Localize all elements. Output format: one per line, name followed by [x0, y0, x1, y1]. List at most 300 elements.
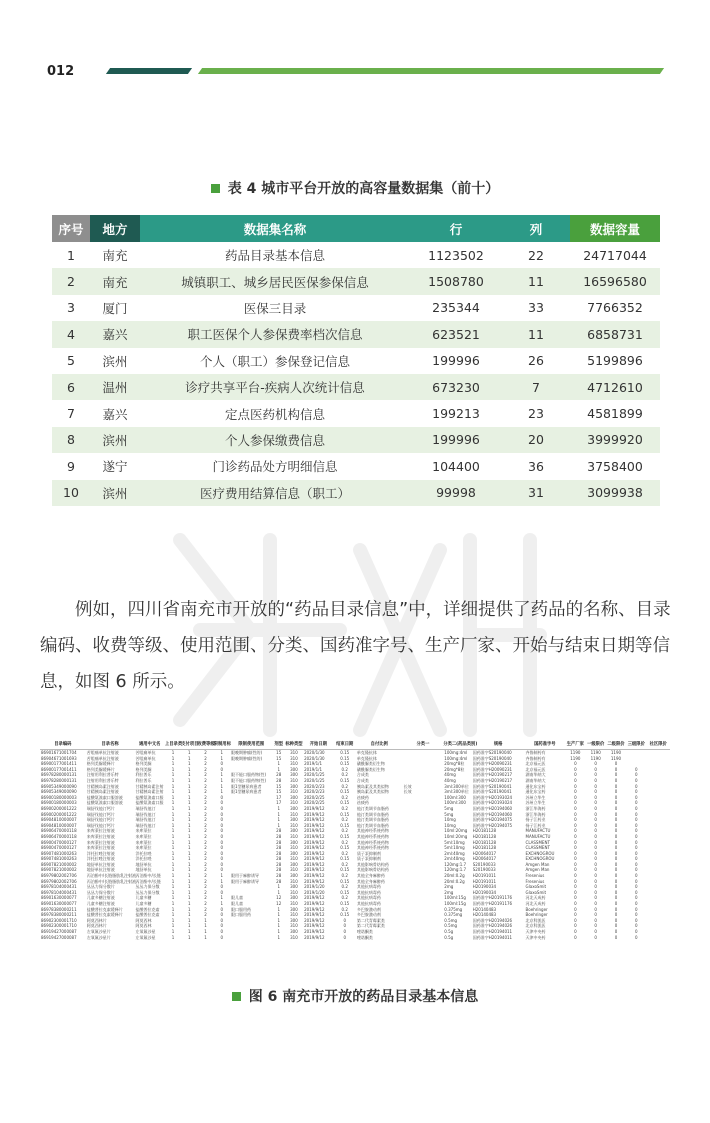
spreadsheet-cell: 0 — [220, 817, 224, 823]
spreadsheet-cell: 1 — [171, 805, 175, 811]
spreadsheet-cell: 1 — [171, 845, 175, 851]
cell-columns: 31 — [502, 480, 570, 506]
spreadsheet-cell: 300 — [290, 805, 298, 811]
spreadsheet-cell: 苦咀痛单抗注射液 — [86, 755, 119, 761]
spreadsheet-cell: 1190 — [570, 755, 581, 761]
spreadsheet-cell: 扬子江药业 — [525, 817, 546, 823]
spreadsheet-cell: 0 — [635, 912, 638, 918]
spreadsheet-cell: 0 — [574, 845, 577, 851]
spreadsheet-cell: 1 — [277, 929, 280, 934]
spreadsheet-cell: 阿莫西林 — [135, 923, 152, 929]
spreadsheet-cell: 0 — [594, 929, 597, 934]
spreadsheet-cell: 磺酰脲类衍生物 — [356, 766, 385, 772]
spreadsheet-cell: 0 — [635, 805, 638, 811]
cell-index: 9 — [52, 453, 90, 479]
spreadsheet-header-cell: 国药准字号 — [525, 740, 566, 750]
spreadsheet-cell: 0 — [594, 906, 597, 912]
spreadsheet-cell: 1 — [277, 923, 280, 929]
spreadsheet-cell: 国药准字H20194075 — [472, 822, 513, 828]
spreadsheet-cell: 丛丛力保分散片 — [86, 884, 115, 890]
spreadsheet-cell: 2019/9/12 — [304, 867, 325, 873]
spreadsheet-cell: 0 — [594, 805, 597, 811]
spreadsheet-cell: 1 — [188, 789, 191, 795]
spreadsheet-cell: 0.2 — [341, 766, 348, 772]
spreadsheet-cell: 86979802002706 — [41, 878, 77, 884]
spreadsheet-cell: 310 — [290, 934, 298, 940]
spreadsheet-cell: 1 — [277, 912, 280, 918]
spreadsheet-cell: 0 — [614, 822, 618, 828]
spreadsheet-cell: 儿童多糖 — [135, 901, 152, 907]
spreadsheet-cell: 10ml:20mg — [444, 833, 468, 839]
spreadsheet-cell: 300 — [290, 839, 298, 845]
spreadsheet-cell: 2020/2/25 — [304, 794, 325, 800]
spreadsheet-cell: 10mg — [444, 822, 456, 828]
spreadsheet-cell: 3ml:300单位 — [444, 789, 469, 795]
spreadsheet-cell: 0 — [635, 884, 638, 890]
spreadsheet-cell: 国药准字H20191176 — [472, 895, 513, 901]
spreadsheet-cell: 2019/1/1 — [304, 766, 323, 772]
spreadsheet-cell: 310 — [290, 789, 298, 795]
spreadsheet-cell: 120mg:1.7 — [444, 867, 467, 873]
spreadsheet-cell: 河北天成药 — [525, 901, 546, 907]
spreadsheet-cell: 1 — [204, 917, 207, 923]
spreadsheet-cell: EXCHNOGROU — [525, 850, 555, 856]
spreadsheet-cell: 2 — [204, 901, 207, 907]
cell-dataset-name: 医保三目录 — [140, 295, 410, 321]
spreadsheet-cell: 1 — [220, 878, 224, 884]
spreadsheet-cell: 0 — [614, 794, 618, 800]
spreadsheet-cell: 1 — [277, 906, 280, 912]
cell-index: 7 — [52, 400, 90, 426]
spreadsheet-cell: H20181128 — [472, 828, 497, 834]
spreadsheet-cell: 28 — [276, 867, 282, 873]
spreadsheet-cell: 儿童多糖 — [135, 895, 152, 901]
spreadsheet-cell: 质子泵抑制剂 — [356, 850, 381, 856]
spreadsheet-cell: 28 — [276, 833, 282, 839]
spreadsheet-cell: 0 — [594, 783, 597, 789]
spreadsheet-cell: 1 — [188, 783, 191, 789]
spreadsheet-cell: 国药准字S20190041 — [472, 783, 512, 789]
spreadsheet-cell: 质子泵抑制剂 — [356, 856, 381, 862]
spreadsheet-cell: 第二代青霉素类 — [356, 917, 385, 923]
spreadsheet-header-row — [40, 740, 670, 750]
spreadsheet-cell: 0 — [220, 923, 224, 929]
spreadsheet-cell: 1 — [220, 873, 224, 879]
spreadsheet-cell: 86979802002706 — [41, 873, 77, 879]
spreadsheet-cell: 0.15 — [340, 878, 350, 884]
spreadsheet-cell: 1 — [220, 750, 224, 755]
spreadsheet-cell: 1 — [188, 845, 191, 851]
spreadsheet-cell: 0 — [614, 761, 618, 767]
cell-index: 5 — [52, 348, 90, 374]
spreadsheet-cell: 0.2 — [341, 817, 348, 823]
spreadsheet-cell: 国药准字H20190217 — [472, 772, 513, 778]
spreadsheet-cell: 0 — [220, 906, 224, 912]
spreadsheet-cell: 0 — [574, 929, 577, 934]
figure-caption — [0, 986, 710, 1006]
cell-region: 南充 — [90, 268, 140, 294]
spreadsheet-cell: 国药准字H20191176 — [472, 901, 513, 907]
spreadsheet-cell: 0 — [635, 889, 638, 895]
spreadsheet-cell: 0 — [343, 929, 346, 934]
spreadsheet-cell: 0.15 — [340, 912, 350, 918]
spreadsheet-cell: 丙泊酚中/长链脂肪乳注射液 — [86, 873, 137, 879]
spreadsheet-cell: 1 — [171, 794, 175, 800]
table-row — [52, 268, 660, 294]
spreadsheet-cell: 泮托拉唑 — [135, 856, 152, 862]
cell-columns: 26 — [502, 348, 570, 374]
spreadsheet-cell: 15 — [276, 783, 282, 789]
spreadsheet-cell: 2020/2/23 — [304, 783, 325, 789]
spreadsheet-cell: 28 — [276, 845, 282, 851]
spreadsheet-cell: 1 — [220, 895, 224, 901]
spreadsheet-cell: 1190 — [590, 755, 601, 761]
spreadsheet-screenshot — [40, 740, 670, 970]
spreadsheet-cell: 喹诺酮类 — [356, 934, 373, 940]
spreadsheet-cell: 左氧氟沙星 — [135, 929, 156, 934]
spreadsheet-cell: 瑞舒伐他汀 — [135, 822, 156, 828]
spreadsheet-cell: 甘精胰岛素注射 — [135, 783, 164, 789]
cell-columns: 20 — [502, 427, 570, 453]
spreadsheet-cell: 湖南华纳大 — [525, 777, 546, 783]
spreadsheet-cell: Amgen Man — [525, 867, 550, 873]
spreadsheet-cell: 注射用利拉普乐特 — [86, 777, 119, 783]
spreadsheet-cell: 1 — [188, 912, 191, 918]
cell-dataset-name: 城镇职工、城乡居民医保参保信息 — [140, 268, 410, 294]
cell-rows: 235344 — [410, 295, 502, 321]
cell-volume: 5199896 — [570, 348, 660, 374]
spreadsheet-cell: 0 — [574, 822, 577, 828]
spreadsheet-cell: 多巴胺激动剂 — [356, 906, 381, 912]
spreadsheet-cell: 0 — [574, 884, 577, 890]
spreadsheet-cell: 0 — [614, 766, 618, 772]
spreadsheet-cell: 310 — [290, 761, 298, 767]
spreadsheet-cell: 10mg — [444, 817, 456, 823]
spreadsheet-cell: 祛痰药 — [356, 794, 369, 800]
spreadsheet-cell: 86904810000007 — [41, 822, 77, 828]
spreadsheet-cell: 1 — [277, 917, 280, 923]
spreadsheet-cell: 盐酸氨溴索口服 — [135, 800, 164, 806]
spreadsheet-cell: 限口服用药 — [230, 906, 251, 912]
spreadsheet-cell: 0 — [594, 917, 597, 923]
spreadsheet-cell: 0 — [220, 861, 224, 867]
cell-index: 1 — [52, 242, 90, 268]
spreadsheet-cell: 86978380000211 — [41, 912, 77, 918]
spreadsheet-cell: 0 — [594, 845, 597, 851]
spreadsheet-cell: 2 — [204, 800, 207, 806]
spreadsheet-cell: 1 — [171, 901, 175, 907]
spreadsheet-cell: 他汀类调节血脂药 — [356, 817, 389, 823]
spreadsheet-cell: 丛丛力保分散 — [135, 884, 160, 890]
spreadsheet-cell: 盐酸氨溴索口服溶液 — [86, 800, 123, 806]
spreadsheet-cell: 国药准字S20190040 — [472, 755, 512, 761]
spreadsheet-cell: 0 — [614, 906, 618, 912]
spreadsheet-cell: 1 — [188, 761, 191, 767]
spreadsheet-cell: H20140483 — [472, 912, 497, 918]
spreadsheet-cell: 0 — [614, 828, 618, 834]
spreadsheet-cell: 2 — [204, 884, 207, 890]
spreadsheet-cell: 0 — [614, 861, 618, 867]
spreadsheet-cell: 86978280000131 — [41, 772, 77, 778]
spreadsheet-cell: 0 — [574, 850, 577, 856]
spreadsheet-cell: 丙泊酚中/长链 — [135, 878, 161, 884]
spreadsheet-cell: Fresenius — [525, 878, 545, 884]
spreadsheet-cell: 1 — [171, 822, 175, 828]
spreadsheet-cell: 0.375mg — [444, 906, 463, 912]
spreadsheet-cell: 国药准字H20090231 — [472, 761, 513, 767]
spreadsheet-cell: 国药准字H20194060 — [472, 811, 513, 817]
spreadsheet-cell: 0 — [220, 761, 224, 767]
table-title-text: 表 4 城市平台开放的高容量数据集（前十） — [227, 181, 500, 197]
spreadsheet-cell: 2019/9/12 — [304, 828, 325, 834]
spreadsheet-cell: 1 — [171, 895, 175, 901]
spreadsheet-cell: 1 — [171, 917, 175, 923]
spreadsheet-cell: 0 — [574, 873, 577, 879]
spreadsheet-cell: 17 — [276, 800, 282, 806]
spreadsheet-cell: 泮托拉唑 — [135, 850, 152, 856]
spreadsheet-cell: 0 — [594, 817, 597, 823]
spreadsheet-cell: 单克隆抗体 — [356, 755, 377, 761]
spreadsheet-cell: 0 — [594, 884, 597, 890]
table-row — [52, 400, 660, 426]
spreadsheet-cell: 0 — [594, 822, 597, 828]
spreadsheet-cell: 2 — [204, 861, 207, 867]
spreadsheet-cell: 2 — [204, 873, 207, 879]
spreadsheet-cell: 0 — [635, 783, 638, 789]
spreadsheet-cell: 0 — [594, 878, 597, 884]
spreadsheet-cell: 2 — [204, 828, 207, 834]
spreadsheet-cell: 磺酰脲类衍生物 — [356, 761, 385, 767]
spreadsheet-cell: 甘精胰岛素注射液 — [86, 783, 119, 789]
spreadsheet-cell: 0 — [574, 817, 577, 823]
spreadsheet-cell: 北京福元医 — [525, 761, 546, 767]
spreadsheet-cell: 300 — [290, 850, 298, 856]
spreadsheet-cell: 1 — [188, 856, 191, 862]
table-row — [52, 453, 660, 479]
spreadsheet-cell: 1 — [188, 833, 191, 839]
spreadsheet-cell: 0 — [614, 805, 618, 811]
spreadsheet-cell: 北京科凯医 — [525, 923, 546, 929]
spreadsheet-cell: 0 — [220, 929, 224, 934]
spreadsheet-cell: H20190034 — [472, 884, 497, 890]
spreadsheet-cell: 0 — [220, 856, 224, 862]
spreadsheet-cell: 0 — [594, 828, 597, 834]
spreadsheet-cell: 300 — [290, 895, 298, 901]
spreadsheet-cell: 2019/9/12 — [304, 850, 325, 856]
spreadsheet-cell: 0 — [635, 845, 638, 851]
spreadsheet-cell — [230, 935, 273, 941]
spreadsheet-cell: 来库莱拉注射液 — [86, 828, 115, 834]
spreadsheet-cell: 0 — [574, 895, 577, 901]
spreadsheet-cell: 0 — [594, 861, 597, 867]
spreadsheet-cell: 1 — [171, 800, 175, 806]
spreadsheet-cell: 0.15 — [340, 761, 350, 767]
spreadsheet-cell: 来库莱拉注射液 — [86, 845, 115, 851]
spreadsheet-cell: 2019/9/12 — [304, 923, 325, 929]
spreadsheet-cell: 28 — [276, 856, 282, 862]
cell-region: 遂宁 — [90, 453, 140, 479]
spreadsheet-cell: 0 — [635, 839, 638, 845]
spreadsheet-cell: 格列美脲 — [135, 761, 152, 767]
spreadsheet-cell: 2019/1/20 — [304, 889, 325, 895]
spreadsheet-cell: 300 — [290, 794, 298, 800]
spreadsheet-cell: 0.2 — [341, 906, 348, 912]
spreadsheet-cell: 86900177001411 — [41, 766, 77, 772]
spreadsheet-cell: 其他影响骨结构药 — [356, 861, 389, 867]
spreadsheet-cell: 0 — [574, 833, 577, 839]
spreadsheet-cell: 1 — [277, 761, 280, 767]
spreadsheet-cell: 0.2 — [341, 884, 348, 890]
spreadsheet-cell: 20ml:0.2g — [444, 873, 465, 879]
spreadsheet-cell: 齐鲁制药有 — [525, 755, 546, 761]
spreadsheet-cell: 限晚期肿瘤(性的) — [230, 750, 263, 755]
spreadsheet-cell: 310 — [290, 755, 298, 761]
spreadsheet-cell: 齐鲁制药有 — [525, 750, 546, 755]
spreadsheet-cell: 瑞舒伐他汀 — [135, 811, 156, 817]
spreadsheet-header-cell: 上目录类 — [165, 740, 181, 750]
spreadsheet-cell: 86978104000431 — [41, 889, 77, 895]
spreadsheet-cell: 0 — [614, 884, 618, 890]
cell-dataset-name: 医疗费用结算信息（职工） — [140, 480, 410, 506]
spreadsheet-cell: 0.5mg — [444, 923, 458, 929]
spreadsheet-cell: 国药准字H20193024 — [472, 794, 513, 800]
spreadsheet-cell: 1 — [188, 811, 191, 817]
spreadsheet-cell: 1 — [188, 861, 191, 867]
table-title — [0, 178, 710, 198]
cell-index: 2 — [52, 268, 90, 294]
spreadsheet-cell: 1 — [188, 750, 191, 755]
cell-rows: 673230 — [410, 374, 502, 400]
spreadsheet-cell: 1 — [277, 766, 280, 772]
spreadsheet-cell: 0 — [635, 901, 638, 907]
spreadsheet-cell: 苦咀痛单抗 — [135, 755, 156, 761]
spreadsheet-cell: 河北天成药 — [525, 895, 546, 901]
spreadsheet-cell: 0 — [574, 811, 577, 817]
cell-columns: 11 — [502, 321, 570, 347]
spreadsheet-cell: 浙江华海药 — [525, 805, 546, 811]
spreadsheet-cell: 300 — [290, 873, 298, 879]
spreadsheet-cell: 0 — [635, 873, 638, 879]
spreadsheet-header-cell: 三级限价 — [626, 740, 646, 750]
spreadsheet-cell: 2019/9/12 — [304, 934, 325, 940]
spreadsheet-cell: 0 — [574, 861, 577, 867]
spreadsheet-cell: 0 — [614, 800, 618, 806]
spreadsheet-cell: 北京福元医 — [525, 766, 546, 772]
spreadsheet-header-cell: 结束日期 — [334, 740, 356, 750]
spreadsheet-cell: 0 — [220, 766, 224, 772]
spreadsheet-cell: 2019/1/20 — [304, 884, 325, 890]
spreadsheet-cell: 310 — [290, 867, 298, 873]
spreadsheet-cell: 1 — [171, 761, 175, 767]
spreadsheet-cell: 扬子江药业 — [525, 822, 546, 828]
spreadsheet-cell: 1 — [277, 934, 280, 940]
spreadsheet-cell: 28 — [276, 861, 282, 867]
spreadsheet-header-cell: 生产厂家 — [565, 740, 585, 750]
spreadsheet-cell — [403, 935, 444, 941]
spreadsheet-cell: 国药准字H20194011 — [472, 934, 513, 940]
spreadsheet-cell: 0.15 — [340, 750, 350, 755]
spreadsheet-cell: 来库莱拉 — [135, 828, 152, 834]
spreadsheet-cell: 瑞舒伐他汀钙片 — [86, 805, 115, 811]
cell-region: 嘉兴 — [90, 321, 140, 347]
spreadsheet-cell: 310 — [290, 889, 298, 895]
spreadsheet-cell: 86906470000118 — [41, 828, 77, 834]
spreadsheet-cell: 0.15 — [340, 845, 350, 851]
spreadsheet-table — [40, 740, 670, 940]
spreadsheet-cell: 限晚期肿瘤(性的) — [230, 755, 263, 761]
spreadsheet-cell: CLASSMENT — [525, 839, 550, 845]
spreadsheet-cell: 0 — [614, 878, 618, 884]
spreadsheet-cell: 其他抗病毒药 — [356, 895, 381, 901]
spreadsheet-cell: 1 — [171, 889, 175, 895]
spreadsheet-cell: 86900177001411 — [41, 761, 77, 767]
spreadsheet-cell: 儿童多糖注射液 — [86, 895, 115, 901]
spreadsheet-cell: 86906470000118 — [41, 833, 77, 839]
spreadsheet-header-cell: 社区限价 — [646, 740, 670, 750]
spreadsheet-cell: 其他抗病毒药 — [356, 901, 381, 907]
spreadsheet-cell: 其他抗病毒药 — [356, 889, 381, 895]
spreadsheet-cell: 国药准字H20190217 — [472, 777, 513, 783]
spreadsheet-cell: 86978380000211 — [41, 906, 77, 912]
spreadsheet-cell: 第二代青霉素类 — [356, 923, 385, 929]
spreadsheet-cell: 15 — [276, 789, 282, 795]
spreadsheet-cell: 2 — [204, 856, 207, 862]
spreadsheet-cell: H20064017 — [472, 856, 497, 862]
spreadsheet-cell: 86901671001704 — [41, 750, 77, 755]
spreadsheet-cell: 0 — [635, 766, 638, 772]
spreadsheet-cell: 单克隆抗体 — [356, 750, 377, 755]
cell-index: 6 — [52, 374, 90, 400]
spreadsheet-cell: 0 — [614, 901, 618, 907]
spreadsheet-cell: 1 — [188, 805, 191, 811]
spreadsheet-cell: 0 — [574, 777, 577, 783]
spreadsheet-cell: 阿莫西林片 — [86, 917, 107, 923]
spreadsheet-cell: 国药准字H20193024 — [472, 800, 513, 806]
spreadsheet-cell: 0 — [635, 777, 638, 783]
spreadsheet-cell: 1 — [171, 906, 175, 912]
spreadsheet-cell: 300 — [290, 772, 298, 778]
cell-columns: 11 — [502, 268, 570, 294]
spreadsheet-cell: 1 — [171, 878, 175, 884]
spreadsheet-cell: 1 — [171, 811, 175, 817]
spreadsheet-cell: 1 — [188, 828, 191, 834]
spreadsheet-cell: 地舒单抗注射液 — [86, 861, 115, 867]
spreadsheet-cell: H20191011 — [472, 873, 497, 879]
spreadsheet-cell: 0 — [220, 800, 224, 806]
spreadsheet-cell: 1 — [188, 772, 191, 778]
spreadsheet-cell: 甘精胰岛素注射 — [135, 789, 164, 795]
spreadsheet-cell: 0.15 — [340, 867, 350, 873]
spreadsheet-cell: H20181128 — [472, 833, 497, 839]
spreadsheet-cell: 来库莱拉 — [135, 845, 152, 851]
spreadsheet-cell: 0.15 — [340, 856, 350, 862]
spreadsheet-cell: 其他神经系统药物 — [356, 845, 389, 851]
spreadsheet-cell: 1 — [188, 873, 191, 879]
spreadsheet-cell: 2020/1/30 — [304, 755, 325, 761]
spreadsheet-cell: 格列美脲缓释片 — [86, 766, 115, 772]
spreadsheet-cell: 40mg — [444, 772, 456, 778]
spreadsheet-cell: 0 — [635, 828, 638, 834]
spreadsheet-cell: Boehringer — [525, 906, 548, 912]
spreadsheet-cell: 1 — [171, 873, 175, 879]
spreadsheet-cell: 限不能口服药物(性) — [230, 772, 267, 778]
table-row — [52, 480, 660, 506]
spreadsheet-cell: 12 — [276, 901, 282, 907]
spreadsheet-cell: 喹诺酮类 — [356, 929, 373, 934]
spreadsheet-cell: 0 — [594, 839, 597, 845]
spreadsheet-cell: 2019/9/12 — [304, 845, 325, 851]
spreadsheet-cell: 86904671001693 — [41, 755, 77, 761]
